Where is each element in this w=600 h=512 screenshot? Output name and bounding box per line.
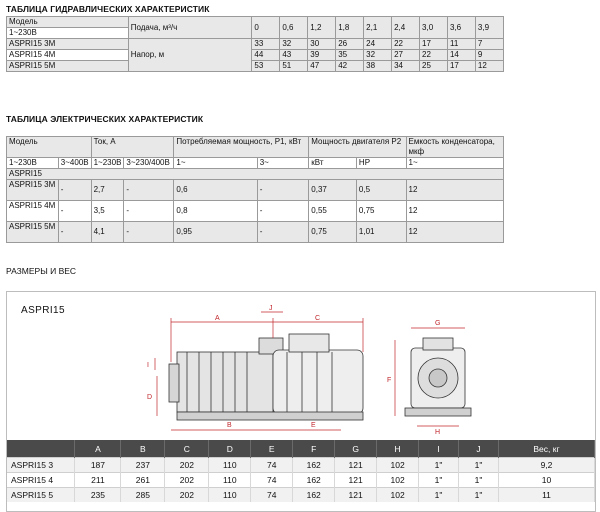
dim-header: H [377, 440, 419, 458]
hydraulic-row-header [7, 17, 504, 28]
elec-sub: 1~ [406, 158, 503, 169]
drawing-title: ASPRI15 [21, 305, 65, 316]
elec-cell: 4,1 [91, 222, 124, 243]
dim-cell: 202 [165, 488, 209, 503]
dimensions-panel [6, 291, 596, 512]
dim-cell: 211 [75, 473, 121, 488]
dim-cell: 235 [75, 488, 121, 503]
table-row [7, 180, 504, 201]
dim-cell: 121 [335, 458, 377, 473]
elec-model: ASPRI15 3M [7, 180, 59, 201]
dim-header: Вес, кг [498, 440, 594, 458]
dim-header: G [335, 440, 377, 458]
elec-group-label: ASPRI15 [7, 169, 504, 180]
dim-cell: 1" [459, 458, 499, 473]
head-value: 26 [336, 39, 364, 50]
dim-header: F [293, 440, 335, 458]
flow-value: 2,1 [364, 17, 392, 39]
dim-cell: 162 [293, 473, 335, 488]
elec-cell: - [257, 201, 309, 222]
dim-cell: 1" [419, 473, 459, 488]
elec-sub: 1~230В [7, 158, 59, 169]
electrical-title: ТАБЛИЦА ЭЛЕКТРИЧЕСКИХ ХАРАКТЕРИСТИК [6, 114, 204, 124]
flow-value: 0 [252, 17, 280, 39]
flow-value: 2,4 [392, 17, 420, 39]
elec-sub: 1~230В [91, 158, 124, 169]
head-value: 32 [280, 39, 308, 50]
flow-value: 1,2 [308, 17, 336, 39]
elec-sub: HP [356, 158, 406, 169]
dim-cell: 202 [165, 473, 209, 488]
dim-header: I [419, 440, 459, 458]
dim-cell: ASPRI15 5 [7, 488, 75, 503]
dimensions-title: РАЗМЕРЫ И ВЕС [6, 266, 77, 276]
elec-sub: 3~400В [58, 158, 91, 169]
dim-cell: 261 [121, 473, 165, 488]
hydraulic-table [6, 16, 504, 72]
head-value: 39 [308, 50, 336, 61]
elec-cell: 0,75 [309, 222, 357, 243]
flow-value: 1,8 [336, 17, 364, 39]
flow-value: 0,6 [280, 17, 308, 39]
elec-model: ASPRI15 5M [7, 222, 59, 243]
dim-cell: 202 [165, 458, 209, 473]
dim-cell: 74 [251, 458, 293, 473]
elec-sub: 3~230/400В [124, 158, 174, 169]
head-value: 22 [392, 39, 420, 50]
flow-value: 3,0 [420, 17, 448, 39]
head-value: 17 [420, 39, 448, 50]
head-value: 33 [252, 39, 280, 50]
elec-cell: - [58, 222, 91, 243]
dim-label-g: G [435, 320, 441, 327]
hydraulic-voltage: 1~230В [7, 28, 129, 39]
flow-label: Подача, м³/ч [128, 17, 252, 39]
elec-sub: 3~ [257, 158, 309, 169]
hydraulic-title: ТАБЛИЦА ГИДРАВЛИЧЕСКИХ ХАРАКТЕРИСТИК [6, 4, 210, 14]
dim-cell: ASPRI15 3 [7, 458, 75, 473]
dim-header: C [165, 440, 209, 458]
elec-cell: 2,7 [91, 180, 124, 201]
elec-model-header: Модель [7, 137, 92, 158]
dim-cell: ASPRI15 4 [7, 473, 75, 488]
pump-drawing [7, 292, 595, 438]
dim-cell: 121 [335, 473, 377, 488]
head-value: 35 [336, 50, 364, 61]
elec-cell: - [257, 180, 309, 201]
elec-model: ASPRI15 4M [7, 201, 59, 222]
head-value: 43 [280, 50, 308, 61]
table-row [7, 222, 504, 243]
dim-label-j: J [269, 305, 273, 312]
dim-cell: 74 [251, 488, 293, 503]
head-value: 42 [336, 61, 364, 72]
elec-capacitor-header: Емкость конденсатора, мкф [406, 137, 503, 158]
head-value: 9 [475, 50, 503, 61]
elec-cell: - [257, 222, 309, 243]
dim-cell: 187 [75, 458, 121, 473]
head-value: 22 [420, 50, 448, 61]
elec-current-header: Ток, А [91, 137, 174, 158]
dim-header: D [209, 440, 251, 458]
dim-cell: 102 [377, 458, 419, 473]
dim-header: J [459, 440, 499, 458]
elec-cell: - [124, 222, 174, 243]
head-value: 27 [392, 50, 420, 61]
dim-header: B [121, 440, 165, 458]
head-value: 14 [447, 50, 475, 61]
head-value: 11 [447, 39, 475, 50]
dim-cell: 1" [419, 458, 459, 473]
dimensions-table [7, 440, 595, 502]
dim-label-e: E [311, 422, 316, 429]
table-row [7, 488, 595, 503]
elec-cell: - [58, 180, 91, 201]
head-value: 17 [447, 61, 475, 72]
head-value: 53 [252, 61, 280, 72]
elec-sub: кВт [309, 158, 357, 169]
elec-cell: 12 [406, 180, 503, 201]
head-value: 7 [475, 39, 503, 50]
dim-cell: 162 [293, 458, 335, 473]
dim-cell: 1" [459, 473, 499, 488]
elec-cell: 12 [406, 201, 503, 222]
head-value: 38 [364, 61, 392, 72]
dim-header: A [75, 440, 121, 458]
flow-value: 3,6 [447, 17, 475, 39]
dim-cell: 10 [498, 473, 594, 488]
dim-label-d: D [147, 394, 153, 401]
hydraulic-model: ASPRI15 4M [7, 50, 129, 61]
dim-header [7, 440, 75, 458]
head-value: 51 [280, 61, 308, 72]
head-value: 25 [420, 61, 448, 72]
elec-power-header: Потребляемая мощность, P1, кВт [174, 137, 309, 158]
hydraulic-model: ASPRI15 5M [7, 61, 129, 72]
dim-label-b: B [227, 422, 232, 429]
head-value: 30 [308, 39, 336, 50]
table-row [7, 473, 595, 488]
elec-cell: 0,75 [356, 201, 406, 222]
head-value: 34 [392, 61, 420, 72]
dim-cell: 121 [335, 488, 377, 503]
elec-motor-header: Мощность двигателя P2 [309, 137, 406, 158]
table-row [7, 50, 504, 61]
table-row [7, 458, 595, 473]
dim-label-c: C [315, 315, 321, 322]
elec-cell: - [124, 180, 174, 201]
elec-cell: 0,8 [174, 201, 257, 222]
dim-header: E [251, 440, 293, 458]
dim-label-f: F [387, 377, 392, 384]
head-value: 24 [364, 39, 392, 50]
flow-value: 3,9 [475, 17, 503, 39]
head-value: 47 [308, 61, 336, 72]
electrical-table [6, 136, 504, 243]
elec-cell: 0,55 [309, 201, 357, 222]
dim-cell: 162 [293, 488, 335, 503]
dim-cell: 110 [209, 473, 251, 488]
elec-cell: 3,5 [91, 201, 124, 222]
dim-cell: 110 [209, 458, 251, 473]
dim-label-a: A [215, 315, 220, 322]
elec-cell: 0,5 [356, 180, 406, 201]
head-label: Напор, м [128, 39, 252, 72]
table-row [7, 39, 504, 50]
elec-cell: 0,37 [309, 180, 357, 201]
dim-cell: 1" [419, 488, 459, 503]
elec-cell: - [124, 201, 174, 222]
head-value: 32 [364, 50, 392, 61]
hydraulic-model: ASPRI15 3M [7, 39, 129, 50]
elec-cell: 1,01 [356, 222, 406, 243]
table-row [7, 61, 504, 72]
dim-cell: 285 [121, 488, 165, 503]
elec-cell: 0,95 [174, 222, 257, 243]
dim-cell: 9,2 [498, 458, 594, 473]
dim-cell: 102 [377, 473, 419, 488]
head-value: 44 [252, 50, 280, 61]
elec-cell: 12 [406, 222, 503, 243]
dim-label-i: I [147, 362, 149, 369]
table-row [7, 201, 504, 222]
dim-cell: 110 [209, 488, 251, 503]
dim-cell: 1" [459, 488, 499, 503]
dim-cell: 237 [121, 458, 165, 473]
elec-cell: 0,6 [174, 180, 257, 201]
hydraulic-model-header: Модель [7, 17, 129, 28]
dim-cell: 11 [498, 488, 594, 503]
dim-cell: 102 [377, 488, 419, 503]
elec-sub: 1~ [174, 158, 257, 169]
dim-cell: 74 [251, 473, 293, 488]
elec-cell: - [58, 201, 91, 222]
head-value: 12 [475, 61, 503, 72]
dim-label-h: H [435, 429, 441, 436]
